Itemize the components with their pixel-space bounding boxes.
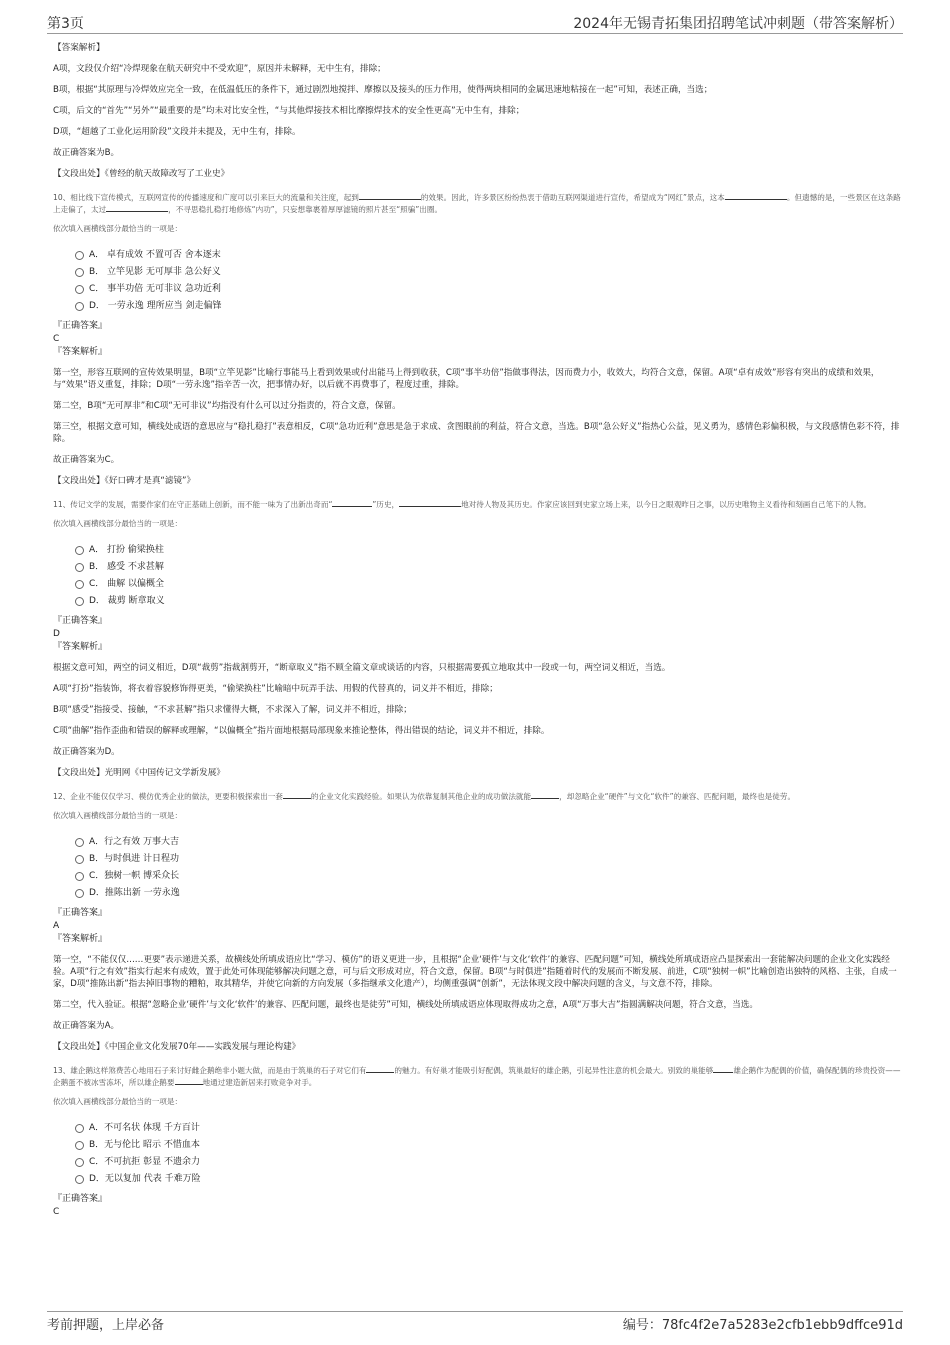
analysis-conclusion: 故正确答案为B。 (53, 148, 120, 158)
answer-blank (106, 203, 168, 212)
analysis-label: 【答案解析】 (53, 43, 105, 53)
option-c[interactable]: C． 事半功倍 无可非议 急功近利 (75, 281, 901, 298)
option-c[interactable]: C． 曲解 以偏概全 (75, 576, 901, 593)
option-c[interactable]: C．不可抗拒 彰显 不遗余力 (75, 1154, 901, 1171)
instruction: 依次填入画横线部分最恰当的一项是： (53, 811, 183, 820)
question-stem: 13、雄企鹅这样煞费苦心地用石子来讨好雌企鹅绝非小题大做，而是由于筑巢的石子对它们有 的魅力。有好巢才能吸引好配偶，筑巢最好的雄企鹅，引起异性注意的机会最大。别致的巢能够 雄企鹅作为配偶的价值，确保配偶的珍贵投资——企鹅蛋不被冰雪冻坏，所以雄企鹅要 地通过建造新居来打败竞争对手。 (53, 1066, 901, 1087)
document-id: 编号：78fc4f2e7a5283e2cfb1ebb9dffce91d (622, 1318, 903, 1333)
option-c[interactable]: C．独树一帜 博采众长 (75, 868, 901, 885)
option-d[interactable]: D．无以复加 代表 千难万险 (75, 1171, 901, 1188)
header-divider (47, 33, 903, 34)
option-a[interactable]: A． 打扮 偷梁换柱 (75, 542, 901, 559)
source-citation: 【文段出处】《中国企业文化发展70年——实践发展与理论构建》 (53, 1042, 301, 1052)
answer-label: 『正确答案』 (53, 321, 108, 331)
question-stem: 12、企业不能仅仅学习、模仿优秀企业的做法，更要积极探索出一套 的企业文化实践经验。如果认为依靠复制其他企业的成功做法就能 ，却忽略企业“硬件”与文化“软件”的兼容、匹配问题，最终也是徒劳。 (53, 792, 796, 801)
radio-icon[interactable] (75, 546, 84, 555)
option-b[interactable]: B． 感受 不求甚解 (75, 559, 901, 576)
option-b[interactable]: B． 立竿见影 无可厚非 急公好义 (75, 264, 901, 281)
radio-icon[interactable] (75, 889, 84, 898)
option-d[interactable]: D． 裁剪 断章取义 (75, 593, 901, 610)
question-11 (53, 498, 901, 779)
question-stem: 11、传记文学的发展，需要作家们在守正基础上创新，而不能一味为了出新出奇而“ ”历史， 地对待人物及其历史。作家应该回到史家立场上来，以今日之眼观昨日之事，以历史唯物主义看待和刻画自己笔下的人物。 (53, 500, 872, 509)
option-a[interactable]: A． 卓有成效 不置可否 舍本逐末 (75, 247, 901, 264)
analysis-label: 『答案解析』 (53, 347, 108, 357)
radio-icon[interactable] (75, 1158, 84, 1167)
option-a[interactable]: A．行之有效 万事大吉 (75, 834, 901, 851)
analysis-line: C项“曲解”指作歪曲和错误的解释或理解，“以偏概全”指片面地根据局部现象来推论整体，得出错误的结论，词义并不相近，排除。 (53, 726, 550, 736)
instruction: 依次填入画横线部分最恰当的一项是： (53, 1097, 183, 1106)
answer-blank (332, 498, 372, 507)
option-b[interactable]: B．与时俱进 计日程功 (75, 851, 901, 868)
answer-blank (175, 1076, 203, 1085)
answer-value: C (53, 334, 60, 344)
analysis-line: B项，根据“其原理与冷焊效应完全一致，在低温低压的条件下，通过剧烈地搅拌、摩擦以及接头的压力作用，使得两块相同的金属迅速地粘接在一起”可知，表述正确，当选； (53, 85, 713, 95)
answer-blank (531, 790, 559, 799)
source-citation: 【文段出处】光明网《中国传记文学新发展》 (53, 768, 225, 778)
document-body (53, 42, 901, 1220)
analysis-line: A项“打扮”指装饰，将衣着容貌修饰得更美，“偷梁换柱”比喻暗中玩弄手法、用假的代替真的，词义并不相近，排除； (53, 684, 498, 694)
option-list (75, 542, 901, 610)
radio-icon[interactable] (75, 1124, 84, 1133)
radio-icon[interactable] (75, 1175, 84, 1184)
analysis-line: 第三空，根据文意可知，横线处成语的意思应与“稳扎稳打”表意相反，C项“急功近利”意思是急于求成、贪图眼前的利益，符合文意，当选。B项“急公好义”指热心公益，见义勇为，感情色彩偏积极，与文段感情色彩不符，排除。 (53, 422, 900, 444)
analysis-line: D项，“超越了工业化运用阶段”文段并未提及，无中生有，排除。 (53, 127, 301, 137)
analysis-label: 『答案解析』 (53, 934, 108, 944)
analysis-line: A项，文段仅介绍“冷焊现象在航天研究中不受欢迎”，原因并未解释，无中生有，排除； (53, 64, 386, 74)
analysis-line: 第二空，代入验证。根据“忽略企业‘硬件’与文化‘软件’的兼容、匹配问题，最终也是徒劳”可知，横线处所填成语应体现取得成功之意，A项“万事大吉”指圆满解决问题，符合文意，当选。 (53, 1000, 758, 1010)
radio-icon[interactable] (75, 1141, 84, 1150)
answer-blank (399, 498, 461, 507)
radio-icon[interactable] (75, 268, 84, 277)
answer-label: 『正确答案』 (53, 616, 108, 626)
analysis-line: C项，后文的“首先”“另外”“最重要的是”均未对比安全性，“与其他焊接技术相比摩擦焊技术的安全性更高”无中生有，排除； (53, 106, 525, 116)
analysis-label: 『答案解析』 (53, 642, 108, 652)
question-12 (53, 790, 901, 1053)
answer-value: A (53, 921, 60, 931)
radio-icon[interactable] (75, 597, 84, 606)
option-d[interactable]: D． 一劳永逸 理所应当 剑走偏锋 (75, 298, 901, 315)
radio-icon[interactable] (75, 563, 84, 572)
prev-question-analysis (53, 42, 901, 180)
document-title: 2024年无锡青拓集团招聘笔试冲刺题（带答案解析） (573, 16, 903, 32)
radio-icon[interactable] (75, 855, 84, 864)
analysis-line: B项“感受”指接受、接触，“不求甚解”指只求懂得大概，不求深入了解，词义并不相近，排除； (53, 705, 412, 715)
answer-value: C (53, 1207, 60, 1217)
analysis-line: 第一空，形容互联网的宣传效果明显，B项“立竿见影”比喻行事能马上看到效果或付出能马上得到收获，C项“事半功倍”指做事得法，因而费力小，收效大，均符合文意，保留。A项“卓有成效”形容有突出的成绩和效果，与“效果”语义重复，排除；D项“一劳永逸”指辛苦一次，把事情办好，以后就不再费事了，程度过重，排除。 (53, 368, 880, 390)
instruction: 依次填入画横线部分最恰当的一项是： (53, 224, 183, 233)
question-10 (53, 191, 901, 487)
radio-icon[interactable] (75, 285, 84, 294)
option-list (75, 247, 901, 315)
answer-blank (366, 1064, 394, 1073)
page-number: 第3页 (47, 16, 84, 32)
radio-icon[interactable] (75, 302, 84, 311)
analysis-line: 根据文意可知，两空的词义相近，D项“裁剪”指裁割剪开，“断章取义”指不顾全篇文章或谈话的内容，只根据需要孤立地取其中一段或一句，两空词义相近，当选。 (53, 663, 671, 673)
answer-blank (283, 790, 311, 799)
radio-icon[interactable] (75, 251, 84, 260)
radio-icon[interactable] (75, 872, 84, 881)
source-citation: 【文段出处】《好口碑才是真“滤镜”》 (53, 476, 196, 486)
radio-icon[interactable] (75, 838, 84, 847)
option-list (75, 1120, 901, 1188)
option-d[interactable]: D．推陈出新 一劳永逸 (75, 885, 901, 902)
analysis-line: 第二空，B项“无可厚非”和C项“无可非议”均指没有什么可以过分指责的，符合文意，保留。 (53, 401, 401, 411)
footer-divider (47, 1311, 903, 1312)
analysis-conclusion: 故正确答案为A。 (53, 1021, 120, 1031)
source-citation: 【文段出处】《曾经的航天故障改写了工业史》 (53, 169, 230, 179)
answer-blank (359, 191, 421, 200)
option-b[interactable]: B．无与伦比 昭示 不惜血本 (75, 1137, 901, 1154)
answer-value: D (53, 629, 60, 639)
option-a[interactable]: A．不可名状 体现 千方百计 (75, 1120, 901, 1137)
analysis-conclusion: 故正确答案为D。 (53, 747, 120, 757)
analysis-line: 第一空，“不能仅仅……更要”表示递进关系，故横线处所填成语应比“学习、模仿”的语义更进一步，且根据“企业‘硬件’与文化‘软件’的兼容、匹配问题”可知，横线处所填成语应凸显探索出一套能解决问题的企业文化实践经验。A项“行之有效”指实行起来有成效，置于此处可体现能够解决问题之意，可与后文形成对应，符合文意，保留。B项“与时俱进”指随着时代的发展而不断发展、前进，C项“独树一帜”比喻创造出独特的风格、主张，自成一家，D项“推陈出新”指去掉旧事物的糟粕，取其精华，并使它向新的方向发展（多指继承文化遗产），均侧重强调“创新”，无法体现文段中解决问题的含义，与文意不符，排除。 (53, 955, 897, 989)
question-13 (53, 1064, 901, 1218)
answer-label: 『正确答案』 (53, 1194, 108, 1204)
instruction: 依次填入画横线部分最恰当的一项是： (53, 519, 183, 528)
footer-slogan: 考前押题，上岸必备 (47, 1318, 165, 1333)
answer-blank (713, 1064, 733, 1073)
analysis-conclusion: 故正确答案为C。 (53, 455, 120, 465)
answer-label: 『正确答案』 (53, 908, 108, 918)
answer-blank (725, 191, 787, 200)
radio-icon[interactable] (75, 580, 84, 589)
option-list (75, 834, 901, 902)
question-stem: 10、相比线下宣传模式，互联网宣传的传播速度和广度可以引来巨大的流量和关注度，起到 的效果。因此，许多景区纷纷热衷于借助互联网渠道进行宣传，希望成为“网红”景点，这本 。但遗憾的是，一些景区在这条路上走偏了，太过 ，不寻思稳扎稳打地修炼“内功”，只妄想靠裹着厚厚滤镜的照片甚至“照骗”出圈。 (53, 193, 901, 214)
